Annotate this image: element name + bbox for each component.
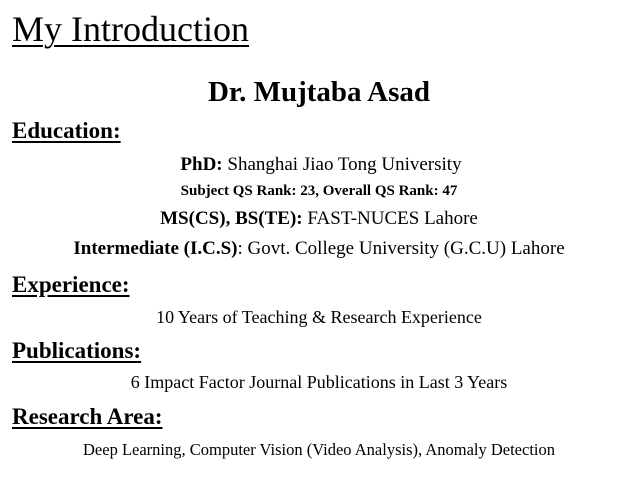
ms-label: MS(CS), BS(TE): [160, 208, 303, 229]
publications-text: 6 Impact Factor Journal Publications in Last 3 Years [130, 372, 508, 392]
phd-label: PhD: [180, 154, 223, 175]
intermediate-value: : Govt. College University (G.C.U) Lahore [237, 238, 565, 259]
publications-heading: Publications: [12, 338, 142, 363]
research-text: Deep Learning, Computer Vision (Video Analysis), Anomaly Detection [83, 440, 555, 459]
experience-text: 10 Years of Teaching & Research Experience [156, 307, 482, 327]
research-heading: Research Area: [12, 404, 163, 429]
page-title: My Introduction [12, 9, 249, 49]
intermediate-line [0, 238, 638, 260]
ms-line [0, 208, 638, 230]
phd-value: Shanghai Jiao Tong University [227, 154, 462, 175]
ms-value: FAST-NUCES Lahore [307, 208, 478, 229]
education-heading: Education: [12, 118, 121, 143]
experience-heading: Experience: [12, 272, 130, 297]
phd-line [0, 154, 638, 176]
qs-rank-line: Subject QS Rank: 23, Overall QS Rank: 47 [180, 183, 458, 199]
presenter-name: Dr. Mujtaba Asad [207, 76, 431, 108]
intermediate-label: Intermediate (I.C.S) [73, 238, 238, 259]
